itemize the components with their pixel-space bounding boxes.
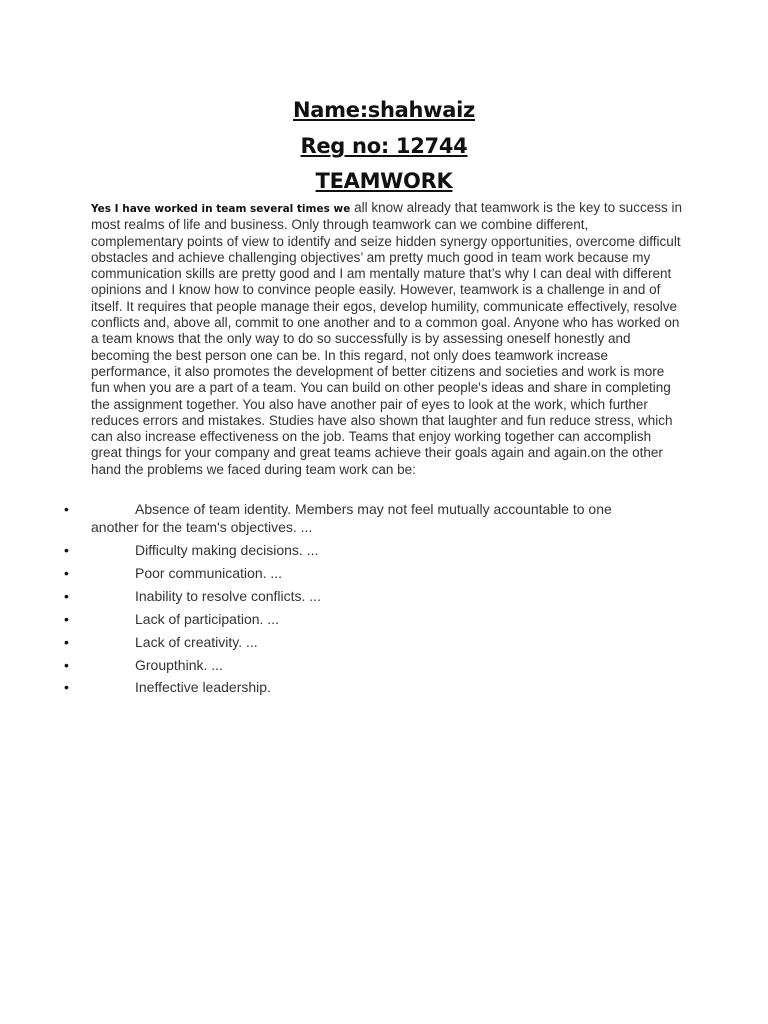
list-item-text: Inability to resolve conflicts. ...	[135, 588, 321, 604]
list-item-text: Lack of creativity. ...	[135, 634, 258, 650]
body-text: all know already that teamwork is the key to success in most realms of life and business. Only through teamwork can we combine different, complementary points of view to identify and seize hidden synergy opportunities, overcome difficult obstacles and achieve challenging objectives’ am pretty much good in team work because my communication skills are pretty good and I am mentally mature that’s why I can deal with different opinions and I know how to convince people easily. However, teamwork is a challenge in and of itself. It requires that people manage their egos, develop humility, communicate effectively, resolve conflicts and, above all, commit to one another and to a common goal. Anyone who has worked on a team knows that the only way to do so successfully is by assessing oneself honestly and becoming the best person one can be. In this regard, not only does teamwork increase performance, it also promotes the development of better citizens and societies and work is more fun when you are a part of a team. You can build on other people's ideas and share in completing the assignment together. You also have another pair of eyes to look at the work, which further reduces errors and mistakes. Studies have also shown that laughter and fun reduce stress, which can also increase effectiveness on the job. Teams that enjoy working together can accomplish great things for your company and great teams achieve their goals again and again.on the other hand the problems we faced during team work can be:	[91, 200, 682, 477]
list-item-text: Groupthink. ...	[135, 657, 223, 673]
bullet-icon: •	[64, 679, 69, 695]
bullet-icon: •	[64, 634, 69, 650]
list-item-text: Ineffective leadership.	[135, 679, 271, 695]
list-item-text: Difficulty making decisions. ...	[135, 542, 319, 558]
registration-number-heading: Reg no: 12744	[300, 134, 468, 158]
bullet-icon: •	[64, 611, 69, 627]
document-title: TEAMWORK	[315, 169, 453, 193]
list-item-text: Poor communication. ...	[135, 565, 283, 581]
bullet-icon: •	[64, 501, 69, 517]
bullet-icon: •	[64, 588, 69, 604]
bullet-icon: •	[64, 657, 69, 673]
body-paragraph	[91, 200, 683, 478]
bullet-icon: •	[64, 565, 69, 581]
list-item-text: Absence of team identity. Members may not feel mutually accountable to one another for the team's objectives. ...	[91, 501, 612, 535]
body-lead-text: Yes I have worked in team several times we	[91, 203, 351, 215]
bullet-icon: •	[64, 542, 69, 558]
list-item-text: Lack of participation. ...	[135, 611, 279, 627]
student-name-heading: Name:shahwaiz	[293, 98, 475, 122]
